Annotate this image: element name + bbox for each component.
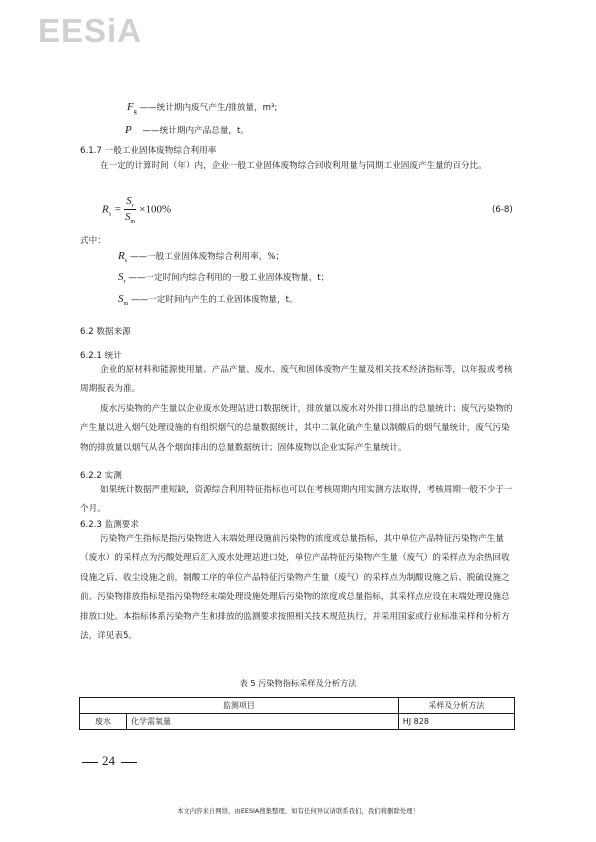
- paragraph-621-1: 企业的原材料和能源使用量、产品产量、废水、废气和固体废物产生量及相关技术经济指标等，以年报或考核周期报表为准。: [80, 365, 513, 395]
- table-caption: 表 5 污染物指标采样及分析方法: [239, 678, 357, 688]
- section-heading-622: 6.2.2 实测: [80, 471, 122, 481]
- watermark-logo: EESiA: [38, 12, 143, 49]
- section-heading-623: 6.2.3 监测要求: [80, 520, 139, 530]
- page-number-rule-left: [82, 762, 98, 763]
- section-heading-621: 6.2.1 统计: [80, 351, 122, 361]
- section-heading-62: 6.2 数据来源: [80, 327, 131, 337]
- definition-rs: $R_s$ ——一般工业固体废物综合利用率，%；: [118, 250, 285, 264]
- definition-sr: $S_r$ ——一定时间内综合利用的一般工业固体废物量，t；: [118, 271, 330, 285]
- paragraph-617: 在一定的计算时间（年）内，企业一般工业固体废物综合回收利用量与同期工业固废产生量的百分比。: [100, 161, 487, 171]
- sampling-methods-table: [79, 697, 515, 730]
- page-number: 24: [102, 753, 115, 768]
- formula-6-8: $R_s$ = $\frac{S_r}{S_m}$ ×100%: [102, 195, 172, 225]
- header-cell-item: 监测项目: [80, 698, 399, 714]
- cell-item: 化学需氧量: [127, 714, 399, 730]
- definition-fg: $F_g$ ——统计期内废气产生/排放量，m³;: [127, 101, 278, 115]
- table-row: [80, 714, 515, 730]
- paragraph-622: 如果统计数据严重短缺，资源综合利用特征指标也可以在考核周期内用实测方法取得，考核周期一般不少于一个月。: [80, 485, 513, 515]
- table-header-row: [80, 698, 515, 714]
- paragraph-621-2: 废水污染物的产生量以企业废水处理站进口数据统计，排放量以废水对外排口排出的总量统计；废气污染物的产生量以进入烟气处理设施的有组织烟气的总量数据统计，其中二氧化硫产生量以制酸后的烟气量统计，废气污染物的排放量以烟气从各个烟囱排出的总量数据统计；固体废物以企业实际产生量统计。: [80, 404, 513, 453]
- formula-number: (6-8): [492, 205, 513, 215]
- page-number-rule-right: [121, 762, 137, 763]
- footer-disclaimer: 本文内容来自网络，由EESIA搜集整理，如有任何异议请联系我们，我们将删除处理！: [176, 807, 420, 815]
- section-heading-617: 6.1.7 一般工业固体废物综合利用率: [80, 146, 217, 156]
- header-cell-method: 采样及分析方法: [398, 698, 514, 714]
- where-label: 式中：: [80, 236, 106, 246]
- cell-category: 废水: [80, 714, 127, 730]
- definition-sm: $S_m$ ——一定时间内产生的工业固体废物量，t。: [118, 293, 298, 307]
- definition-p: P ——统计期内产品总量，t。: [125, 124, 249, 136]
- cell-method: HJ 828: [398, 714, 514, 730]
- paragraph-623: 污染物产生指标是指污染物进入末端处理设施前污染物的浓度或总量指标，其中单位产品特征污染物产生量（废水）的采样点为污酸处理后汇入废水处理站进口处，单位产品特征污染物产生量（废气）的采样点为余热回收设施之后、收尘设施之前，制酸工序的单位产品特征污染物产生量（废气）的采样点为制酸设施之后、脱硫设施之前。污染物排放指标是指污染物经末端处理设施处理后污染物的浓度或总量指标，其采样点应设在末端处理设施总排放口处。本指标体系污染物产生和排放的监测要求按照相关技术规范执行，并采用国家或行业标准采样和分析方法，详见表5。: [80, 534, 510, 642]
